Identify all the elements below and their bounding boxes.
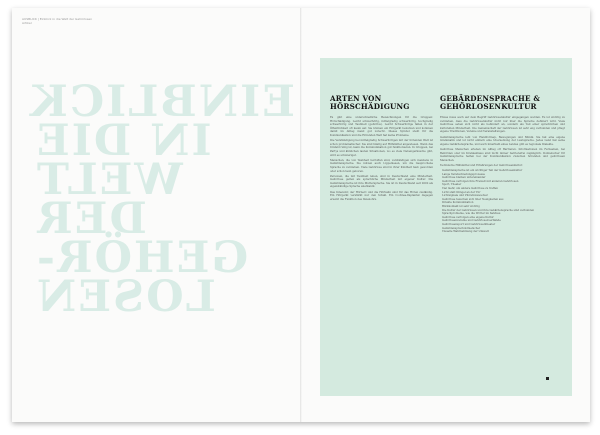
paragraph: Personen, die mit Taubheit leben, sind in Deutschland eine Minderheit. Gehörlose gelten als sprachliche Minderheit mit eigener Kultur. Die Gebärdensprache ist ihre Muttersprache. Sie ist in Deutschland seit 2002 als eigenständige Sprache anerkannt. (330, 174, 433, 189)
header-line-1: AUSBLICK | Einblick in die Welt der Gehörlosen (22, 17, 93, 21)
list-item: Gebärdensprache ist ein wichtiger Teil der Gehörlosenkultur (442, 169, 523, 173)
end-mark (546, 377, 549, 380)
header-line-2: Artikel (22, 21, 32, 25)
paragraph: Etwas muss auch auf dem Begriff Gehörlosenkultur eingegangen werden. Es ist wichtig zu verstehen, dass die Gehörlosenkultur nicht nur über die Sprache definiert wird. Viele Gehörlose sehen sich nicht als behindert an, sondern als Teil einer sprachlichen und kulturellen Minderheit. Die Gemeinschaft der Gehörlosen ist sehr eng verbunden und pflegt eigene Traditionen, Vereine und Veranstaltungen. (440, 116, 565, 134)
list-item: Sport, Theater (442, 183, 462, 187)
list-item: Licht statt Klingel an der Tür (442, 190, 481, 194)
title-line: IN DIE (35, 116, 212, 166)
list-item: Lange Verabschiedungsprozesse (442, 172, 485, 176)
mirrored-title (28, 77, 295, 322)
list-item: Gebärdensprachdolmetscher (442, 226, 481, 230)
list-item: Die Kultur der Gehörlosen und ihre Gebärdensprache sind verbunden (442, 208, 535, 212)
paragraph: Die Verständigung bei mittelgradig Schwerhörigen mit der hörenden Welt ist schon problematischer. Sie sind häufig auf Hilfsmittel angewiesen. Wenn das Umfeld ruhig ist, kann die Kommunikation gut funktionieren. In Gruppen, bei Partys und ähnlichen lauten Situationen, wo es viele Nebengeräusche gibt, wird es schwieriger. (330, 139, 433, 157)
title-line: GEHÖR- (35, 233, 249, 283)
right-column-body (440, 116, 565, 234)
list-item: Direkte Kommunikation (442, 201, 474, 205)
list-item: Gehörlose bleiben untereinander (442, 176, 486, 180)
page-fold (300, 8, 302, 422)
list-item: Gehörlosensport und Gehörlosentheater (442, 223, 496, 226)
paragraph: Es gibt eine unterschiedliche Bezeichnungen für die Gruppen: Hörschädigung. Leicht schwerhörig, mittelgradig schwerhörig, hochgradig schwerhörig und Taubheit (gehörlos). Leicht Schwerhörige fallen in der Öffentlichkeit oft kaum auf. Sie können ein Hörgerät benutzen und kommen damit im Alltag meist gut zurecht. Dieses Symbol steht für die Kommunikation und die Hörenden Welt hat keine Probleme. (330, 116, 433, 137)
paragraph: Das Innenohr, der Hörnerv und die Hörbahn sind für das Hören zuständig. Ein Hörgerät verstärkt nur den Schall. Ein Cochlea-Implantat dagegen ersetzt die Funktion des Innenohrs. (330, 190, 433, 201)
list-item: Gehörlose tauschen sich über Neuigkeiten aus (442, 197, 504, 201)
list-item: Lichtsignale und Vibrationswecker (442, 194, 488, 198)
paragraph: Gebärdensprache lebt von Handformen, Bewegungen und Mimik. Sie hat eine eigene Grammatik und ist nicht einfach eine Übersetzung der Lautsprache. Jedes Land hat seine eigene Gebärdensprache, und auch innerhalb eines Landes gibt es regionale Dialekte. (440, 135, 565, 146)
list-item: Gehörlosenvereine und Gehörlosenverbände (442, 219, 501, 223)
list-item: Blickkontakt ist sehr wichtig (442, 205, 480, 209)
left-column-body (330, 116, 433, 203)
left-column-heading: ARTEN VON HÖRSCHÄDIGUNG (330, 94, 410, 111)
title-line: WELT (35, 155, 183, 205)
paragraph: Technische Hilfsmittel und Erfahrungen der Gehörlosenkultur: (440, 163, 523, 167)
right-column-heading: GEBÄRDENSPRACHE & GEHÖRLOSENKULTUR (440, 94, 541, 111)
title-line: DER (35, 194, 147, 244)
list-item: Viel mehr, um andere Gehörlose zu treffen (442, 187, 498, 191)
paragraph: Menschen, die von Taubheit betroffen sind, verständigen sich meistens in Gebärdensprache. Sie nutzen auch Lippenlesen, um die Gesprochene Sprache zu verstehen. Viele Gehörlose sind in ihrer Kindheit taub geworden oder schon taub geboren. (330, 158, 433, 173)
bullet-list (440, 169, 565, 234)
list-item: Visuelle Wahrnehmung der Umwelt (442, 230, 489, 234)
list-item: Gehörlose verfolgen eine eigene Kultur (442, 215, 494, 219)
list-item: Gehörlose verfolgen ihre Freizeit mit anderen Gehörlosen (442, 179, 519, 183)
title-line: EINBLICK (28, 77, 295, 127)
running-header (22, 17, 92, 25)
list-item: Sprachprobleme, wie die Wörter im Satzbau (442, 212, 501, 216)
paragraph: Gehörlose Menschen erleben im Alltag oft Barrieren. Informationen im Fernsehen, bei Behörden oder im Krankenhaus sind nicht immer barrierefrei zugänglich. Dolmetscher für Gebärdensprache helfen bei der Kommunikation zwischen hörenden und gehörlosen Menschen. (440, 147, 565, 162)
title-line: LOSEN (35, 272, 216, 322)
